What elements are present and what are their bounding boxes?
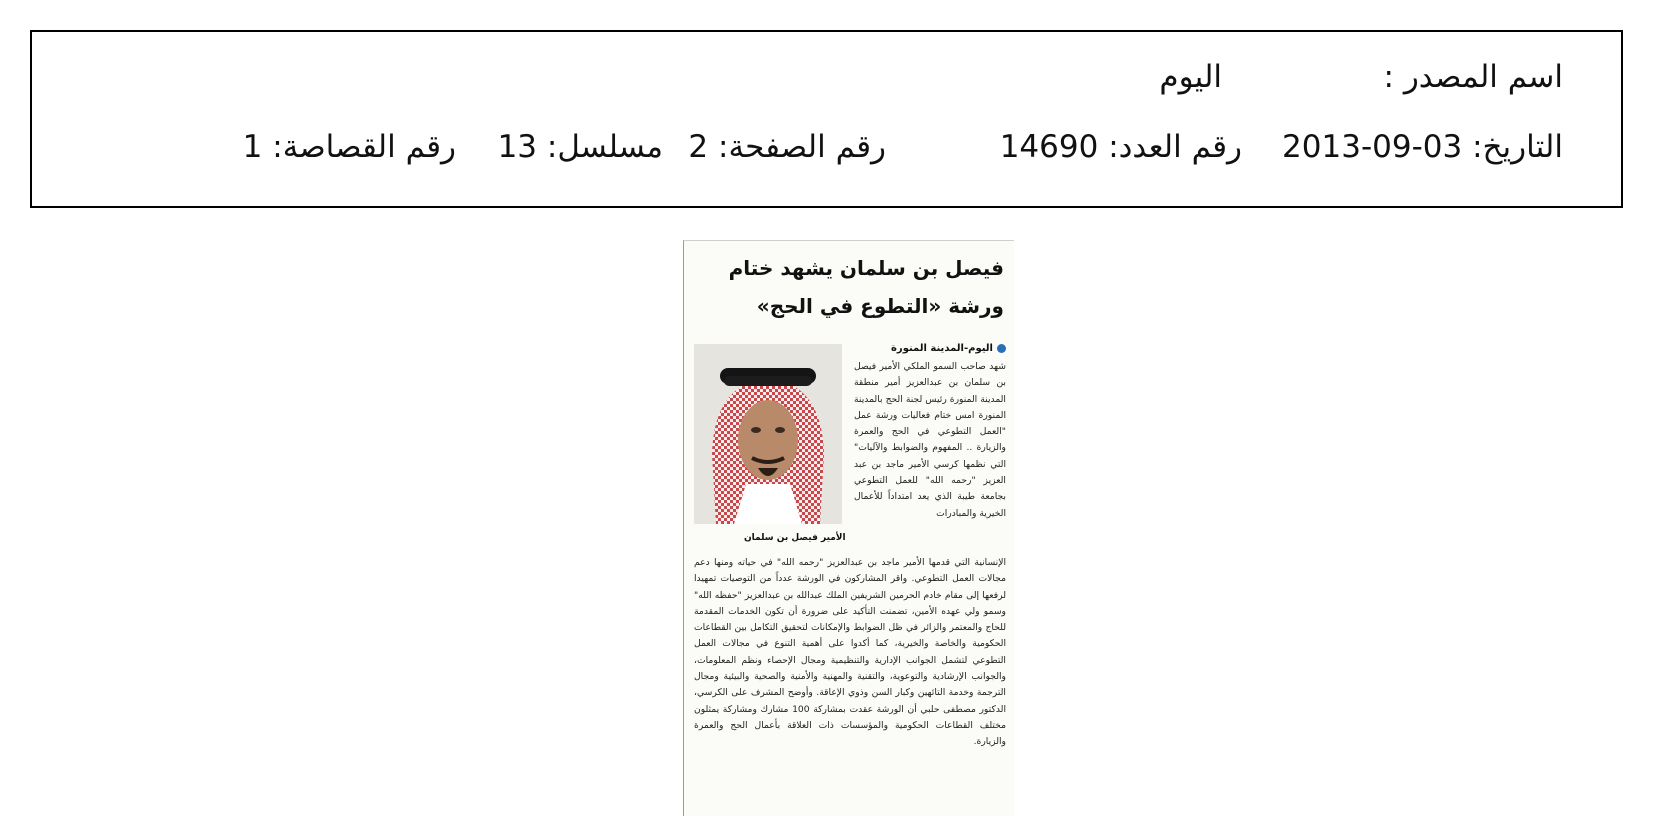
portrait-photo <box>694 344 842 524</box>
serial-value: 13 <box>497 129 538 165</box>
byline-text: اليوم-المدينة المنورة <box>891 343 993 354</box>
page-value: 2 <box>688 129 709 165</box>
source-value: اليوم <box>1159 59 1222 95</box>
bullet-icon <box>997 344 1006 353</box>
clip-field <box>242 129 456 165</box>
newspaper-clipping <box>683 240 1014 816</box>
source-label: اسم المصدر : <box>1383 59 1563 95</box>
issue-field <box>999 129 1242 165</box>
article-headline: فيصل بن سلمان يشهد ختام ورشة «التطوع في الحج» <box>728 256 1004 318</box>
issue-label: رقم العدد: <box>1108 129 1242 165</box>
serial-label: مسلسل: <box>546 129 663 165</box>
date-field <box>1282 129 1563 165</box>
clip-label: رقم القصاصة: <box>272 129 456 165</box>
photo-caption: الأمير فيصل بن سلمان <box>744 533 846 543</box>
metadata-box <box>30 30 1623 208</box>
date-label: التاريخ: <box>1472 129 1563 165</box>
serial-field <box>497 129 663 165</box>
date-value: 2013-09-03 <box>1282 129 1463 165</box>
article-byline <box>891 343 1006 354</box>
page-field <box>688 129 886 165</box>
article-body-part2: الإنسانية التي قدمها الأمير ماجد بن عبدالعزيز "رحمه الله" في حياته ومنها دعم مجالات العمل التطوعي. واقر المشاركون في الورشة عدداً من التوصيات تمهيدا لرفعها إلى مقام خادم الحرمين الشريفين الملك عبدالله بن عبدالعزيز "حفظه الله" وسمو ولي عهده الأمين، تضمنت التأكيد على ضرورة أن تكون الخدمات المقدمة للحاج والمعتمر والزائر في ظل الضوابط والإمكانات لتحقيق التكامل بين القطاعات الحكومية والخاصة والخيرية، كما أكدوا على أهمية التنوع في مجالات العمل التطوعي لتشمل الجوانب الإدارية والتنظيمية ومجال الإحصاء ونظم المعلومات، والجوانب الإرشادية والتوعوية، والتقنية والمهنية والأمنية والصحية والبيئية ومجال الترجمة وخدمة التائهين وكبار السن وذوي الإعاقة. وأوضح المشرف على الكرسي، الدكتور مصطفى حلبي أن الورشة عقدت بمشاركة 100 مشارك ومشاركة يمثلون مختلف القطاعات الحكومية والمؤسسات ذات العلاقة بأعمال الحج والعمرة والزيارة. <box>694 557 1006 748</box>
article-body-part1: شهد صاحب السمو الملكي الأمير فيصل بن سلمان بن عبدالعزيز أمير منطقة المدينة المنورة رئيس لجنة الحج بالمدينة المنورة امس ختام فعاليات ورشة عمل "العمل التطوعي في الحج والعمرة والزيارة .. المفهوم والضوابط والآليات" التي نظمها كرسي الأمير ماجد بن عبد العزيز "رحمه الله" للعمل التطوعي بجامعة طيبة الذي يعد امتداداً للأعمال الخيرية والمبادرات <box>854 361 1006 519</box>
page-label: رقم الصفحة: <box>718 129 886 165</box>
portrait-illustration <box>694 344 842 524</box>
issue-value: 14690 <box>999 129 1099 165</box>
clip-value: 1 <box>242 129 263 165</box>
